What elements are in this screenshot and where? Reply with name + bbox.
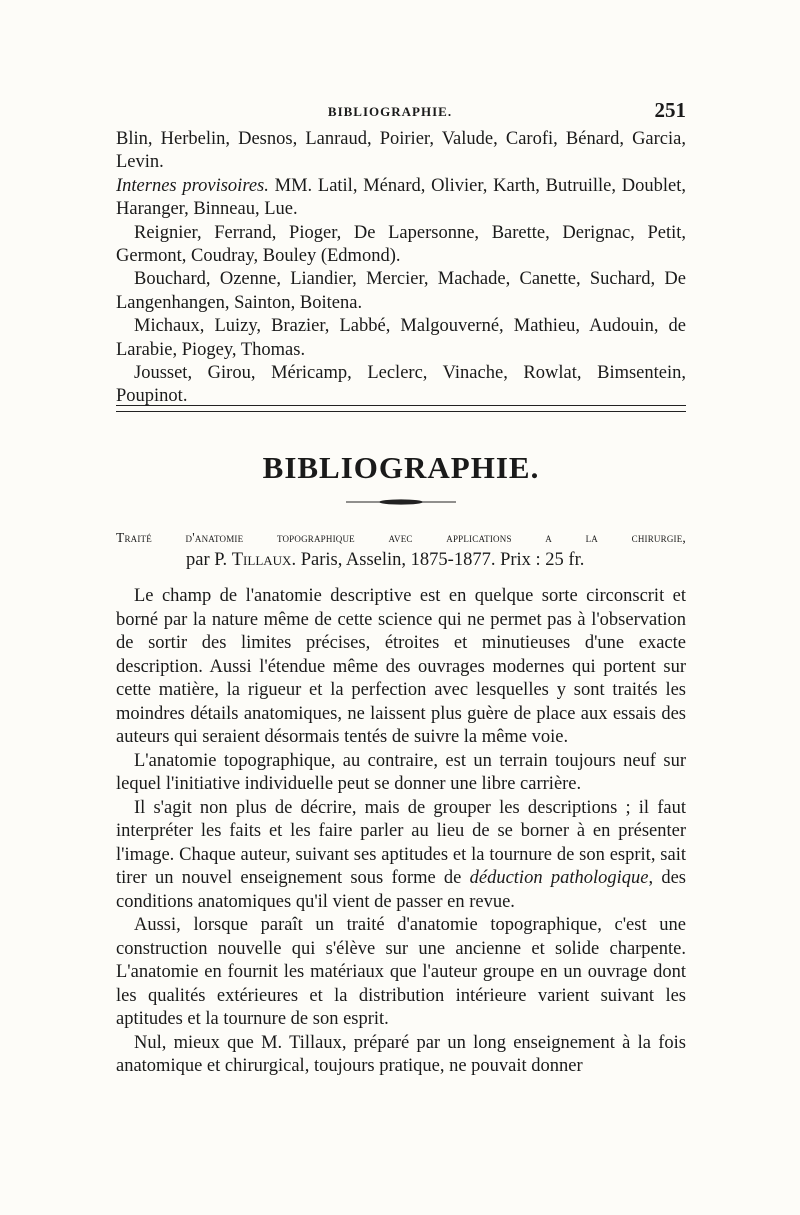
running-head (0, 98, 800, 128)
list-item: Bouchard, Ozenne, Liandier, Mercier, Machade, Canette, Suchard, De Langenhangen, Sainton, Boitena. (116, 269, 686, 313)
intern-lists (116, 128, 686, 409)
list-item: Reignier, Ferrand, Pioger, De Lapersonne, Barette, Derignac, Petit, Germont, Coudray, Bouley (Edmond). (116, 222, 686, 267)
ornament-divider (346, 499, 456, 505)
list-item: Blin, Herbelin, Desnos, Lanraud, Poirier, Valude, Carofi, Bénard, Garcia, Levin. (116, 129, 686, 173)
book-reference (116, 526, 686, 572)
provisional-names: MM. Latil, Ménard, Olivier, Karth, Butruille, Doublet, Haranger, Binneau, Lue. (116, 175, 686, 220)
book-publication: . Paris, Asselin, 1875-1877. Prix : 25 fr. (291, 550, 585, 570)
provisional-label: Internes provisoires. (116, 175, 269, 196)
paragraph-text: , des conditions anatomiques qu'il vient de passer en revue. (116, 868, 686, 912)
running-title: BIBLIOGRAPHIE. (327, 104, 453, 119)
review-body (116, 585, 686, 1079)
paragraph-text: Il s'agit non plus de décrire, mais de grouper les descriptions ; il faut interpréter les faits et les faire parler au lieu de se borner à en présenter l'image. Chaque auteur, suivant ses aptitudes et la tournure de son esprit, sait tirer un nouvel enseignement sous forme de (116, 797, 686, 888)
section-title: BIBLIOGRAPHIE. (262, 450, 540, 485)
emphasis: déduction pathologique (469, 868, 649, 888)
book-details (116, 549, 686, 572)
paragraph: Nul, mieux que M. Tillaux, préparé par un long enseignement à la fois anatomique et chirurgical, toujours pratique, ne pouvait donner (116, 1032, 686, 1076)
list-item (116, 175, 686, 222)
book-by: par P. (186, 550, 232, 570)
list-item: Michaux, Luizy, Brazier, Labbé, Malgouverné, Mathieu, Audouin, de Larabie, Piogey, Thomas. (116, 316, 686, 360)
page-number: 251 (654, 98, 686, 122)
book-title: Traité d'anatomie topographique avec applications a la chirurgie, (116, 530, 686, 545)
paragraph: Le champ de l'anatomie descriptive est en quelque sorte circonscrit et borné par la nature même de cette science qui ne permet pas à l'observation de sortir des limites précises, étroites et minutieuses d'une exacte description. Aussi l'étendue même des ouvrages modernes qui portent sur cette matière, la rigueur et la perfection avec lesquelles y sont traités les moindres détails anatomiques, ne laissent plus guère de place aux essais des auteurs qui seraient désormais tentés de suivre la même voie. (116, 586, 686, 747)
double-rule-divider (116, 405, 686, 412)
paragraph: Aussi, lorsque paraît un traité d'anatomie topographique, c'est une construction nouvelle qui s'élève sur une ancienne et solide charpente. L'anatomie en fournit les matériaux que l'auteur groupe en un ouvrage dont les qualités extérieures et la distribution intérieure varient suivant les aptitudes et la tournure de son esprit. (116, 915, 686, 1029)
paragraph (116, 797, 686, 915)
book-author: Tillaux (231, 550, 292, 570)
paragraph: L'anatomie topographique, au contraire, est un terrain toujours neuf sur lequel l'initiative individuelle peut se donner une libre carrière. (116, 750, 686, 794)
list-item: Jousset, Girou, Méricamp, Leclerc, Vinache, Rowlat, Bimsentein, Poupinot. (116, 363, 686, 407)
